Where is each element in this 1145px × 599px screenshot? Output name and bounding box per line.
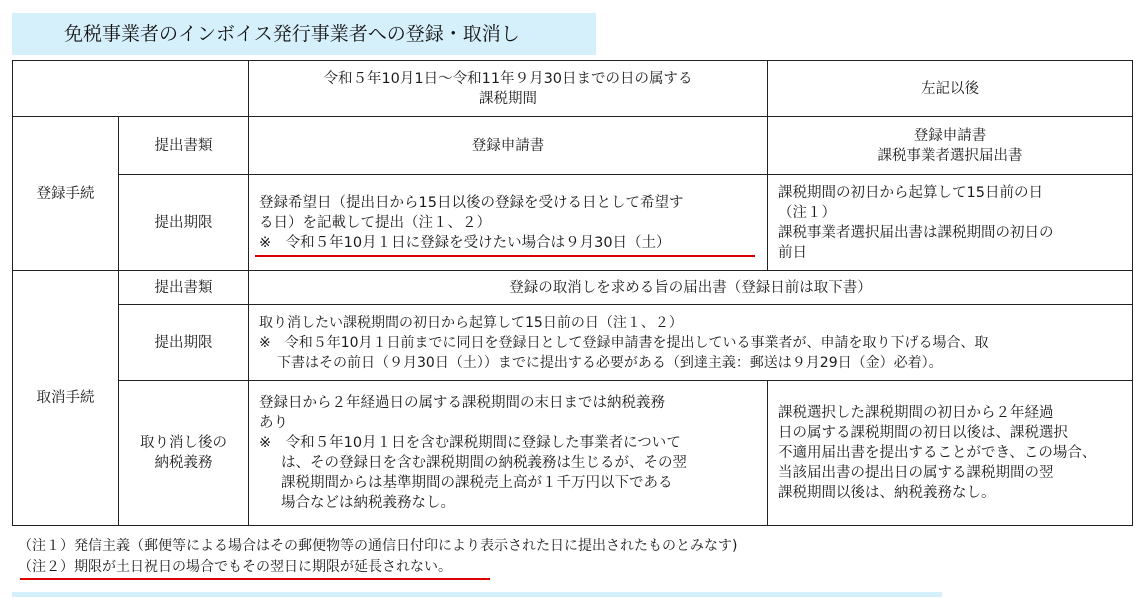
cancellation-deadline-line1: 取り消したい課税期間の初日から起算して15日前の日（注１、２）	[259, 314, 683, 331]
header-blank-cell	[13, 61, 249, 117]
registration-deadline-line3: ※ 令和５年10月１日に登録を受けたい場合は９月30日（土）	[259, 234, 671, 251]
cancellation-tax-period-line6: 場合などは納税義務なし。	[281, 495, 455, 511]
cancellation-deadline-value	[249, 305, 1133, 381]
cancellation-tax-after-line1: 課税選択した課税期間の初日から２年経過	[778, 405, 1054, 421]
cancellation-tax-period-line5: 課税期間からは基準期間の課税売上高が１千万円以下である	[281, 475, 673, 491]
cancellation-tax-period-line3b: て	[666, 435, 681, 451]
cancellation-tax-label-line1: 取り消し後の	[140, 435, 227, 451]
cancellation-tax-after-line3: 不適用届出書を提出することができ、この場合、	[778, 445, 1097, 461]
cancellation-tax-period-line3: ※ 令和５年10月１日を含む課税期間に登録した事業者につい	[259, 435, 667, 451]
cancellation-tax-after-line4: 当該届出書の提出日の属する課税期間の翌	[778, 465, 1054, 481]
cancellation-docs-label: 提出書類	[119, 271, 249, 305]
cancellation-tax-after-line5: 課税期間以後は、納税義務なし。	[778, 485, 996, 501]
header-period-line2: 課税期間	[479, 90, 537, 107]
cancellation-tax-row	[13, 381, 1133, 526]
bottom-accent-strip	[12, 592, 942, 597]
cancellation-deadline-label: 提出期限	[119, 305, 249, 381]
cancellation-docs-row	[13, 271, 1133, 305]
registration-docs-period: 登録申請書	[249, 117, 768, 175]
cancellation-deadline-row	[13, 305, 1133, 381]
registration-deadline-after-line4: 前日	[778, 244, 807, 261]
cancellation-tax-period	[249, 381, 768, 526]
page-title: 免税事業者のインボイス発行事業者への登録・取消し	[64, 23, 520, 45]
registration-deadline-after-line2: （注１）	[778, 204, 836, 221]
footnote-1: （注１）発信主義（郵便等による場合はその郵便物等の通信日付印により表示された日に提出されたものとみなす)	[18, 538, 738, 554]
registration-deadline-after-line1: 課税期間の初日から起算して15日前の日	[778, 184, 1043, 201]
cancellation-deadline-line3: 下書はその前日（９月30日（土））までに提出する必要がある（到達主義：郵送は９月29日（金）必着）。	[277, 354, 943, 371]
header-row	[13, 61, 1133, 117]
registration-docs-label: 提出書類	[119, 117, 249, 175]
registration-cancellation-table	[12, 60, 1133, 526]
registration-docs-after-line2: 課税事業者選択届出書	[877, 147, 1023, 164]
cancellation-docs-value: 登録の取消しを求める旨の届出書（登録日前は取下書）	[249, 271, 1133, 305]
cancellation-tax-label	[119, 381, 249, 526]
registration-deadline-label: 提出期限	[119, 175, 249, 271]
header-after-cell: 左記以後	[768, 61, 1133, 117]
cancellation-tax-after-line2: 日の属する課税期間の初日以後は、課税選択	[778, 425, 1068, 441]
cancellation-section-label: 取消手続	[13, 271, 119, 526]
cancellation-tax-period-line2: あり	[259, 415, 288, 431]
footnotes	[18, 536, 737, 578]
cancellation-tax-period-line1: 登録日から２年経過日の属する課税期間の末日までは納税義務	[259, 395, 665, 411]
registration-deadline-red-underline	[255, 255, 755, 257]
registration-docs-after	[768, 117, 1133, 175]
footnote-2: （注２）期限が土日祝日の場合でもその翌日に期限が延長されない。	[18, 559, 452, 575]
cancellation-tax-label-line2: 納税義務	[154, 455, 213, 471]
cancellation-deadline-line2: ※ 令和５年10月１日前までに同日を登録日として登録申請書を提出している事業者が、申請を取り下げる場合、取	[259, 334, 989, 351]
header-period-cell	[249, 61, 768, 117]
cancellation-tax-after	[768, 381, 1133, 526]
registration-docs-after-line1: 登録申請書	[913, 127, 987, 144]
cancellation-tax-period-line4: は、その登録日を含む課税期間の納税義務は生じるが、その翌	[281, 455, 687, 471]
header-period-line1: 令和５年10月1日～令和11年９月30日までの日の属する	[323, 70, 693, 87]
title-banner	[12, 13, 596, 55]
registration-section-label: 登録手続	[13, 117, 119, 271]
registration-docs-row	[13, 117, 1133, 175]
registration-deadline-after	[768, 175, 1133, 271]
registration-deadline-line1: 登録希望日（提出日から15日以後の登録を受ける日として希望す	[259, 194, 684, 211]
registration-deadline-after-line3: 課税事業者選択届出書は課税期間の初日の	[778, 224, 1054, 241]
cancellation-tax-period-line3-wrap	[259, 433, 757, 453]
registration-deadline-line2: る日）を記載して提出（注１、２）	[259, 214, 491, 231]
footnote-2-red-underline	[20, 578, 490, 580]
